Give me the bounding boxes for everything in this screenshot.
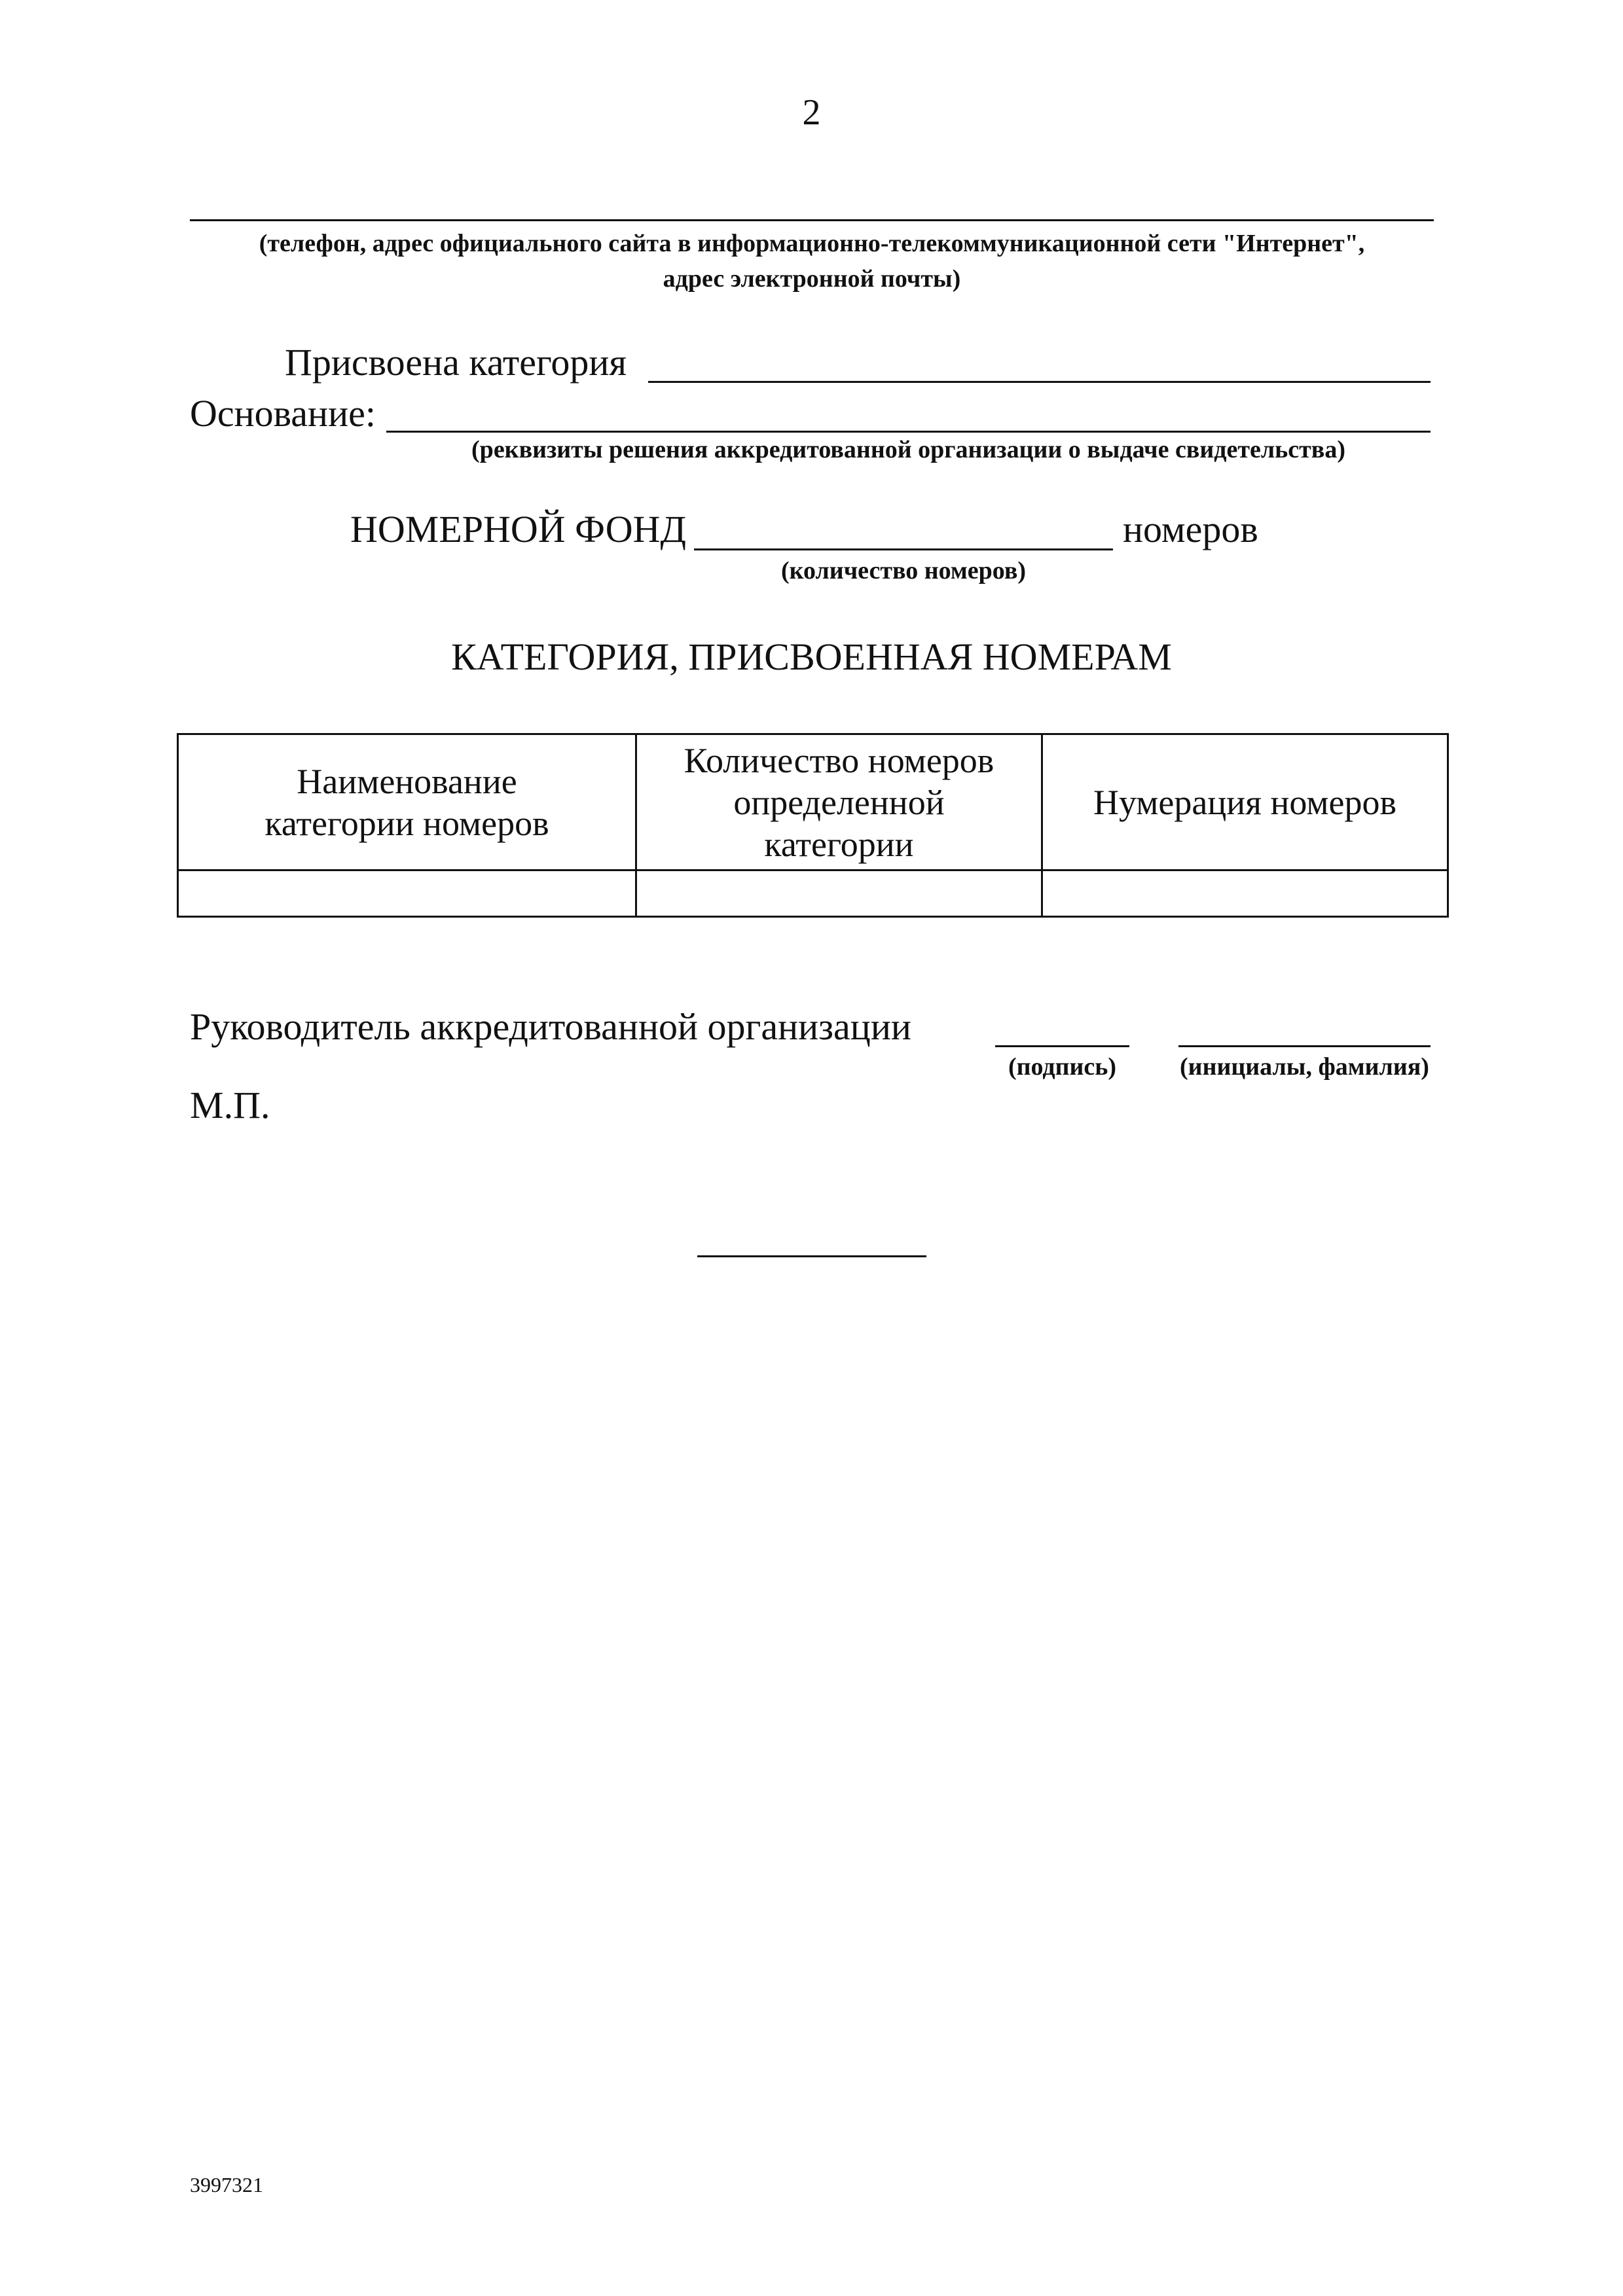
room-fund-label: НОМЕРНОЙ ФОНД bbox=[350, 508, 687, 550]
head-label: Руководитель аккредитованной организации bbox=[190, 1005, 911, 1048]
room-fund-line bbox=[694, 548, 1113, 550]
table-header-cell: Количество номеров определенной категории bbox=[636, 734, 1042, 870]
table-header-row bbox=[178, 734, 1448, 870]
basis-caption: (реквизиты решения аккредитованной организации о выдаче свидетельства) bbox=[471, 436, 1345, 463]
table-header-cell: Наименование категории номеров bbox=[178, 734, 636, 870]
category-table bbox=[177, 733, 1449, 918]
room-fund-caption: (количество номеров) bbox=[780, 557, 1027, 584]
closing-separator bbox=[697, 1255, 926, 1257]
room-fund-unit: номеров bbox=[1123, 508, 1258, 550]
table-cell bbox=[1042, 870, 1448, 917]
name-caption: (инициалы, фамилия) bbox=[1180, 1053, 1429, 1081]
name-line bbox=[1178, 1045, 1431, 1047]
assigned-category-label: Присвоена категория bbox=[285, 341, 627, 384]
table-header-cell: Нумерация номеров bbox=[1042, 734, 1448, 870]
signature-line bbox=[995, 1045, 1129, 1047]
contacts-caption: (телефон, адрес официального сайта в информационно-телекоммуникационной сети "Интернет", bbox=[259, 230, 1365, 257]
table-title: КАТЕГОРИЯ, ПРИСВОЕННАЯ НОМЕРАМ bbox=[451, 636, 1172, 678]
signature-caption: (подпись) bbox=[1008, 1053, 1117, 1081]
assigned-category-line bbox=[648, 381, 1431, 383]
table-cell bbox=[178, 870, 636, 917]
page-number: 2 bbox=[802, 92, 821, 133]
stamp-label: М.П. bbox=[190, 1084, 270, 1126]
document-code: 3997321 bbox=[190, 2173, 263, 2197]
table-cell bbox=[636, 870, 1042, 917]
basis-label: Основание: bbox=[190, 392, 376, 435]
contacts-line bbox=[190, 219, 1434, 221]
contacts-caption-line2: адрес электронной почты) bbox=[663, 265, 961, 293]
table-row bbox=[178, 870, 1448, 917]
